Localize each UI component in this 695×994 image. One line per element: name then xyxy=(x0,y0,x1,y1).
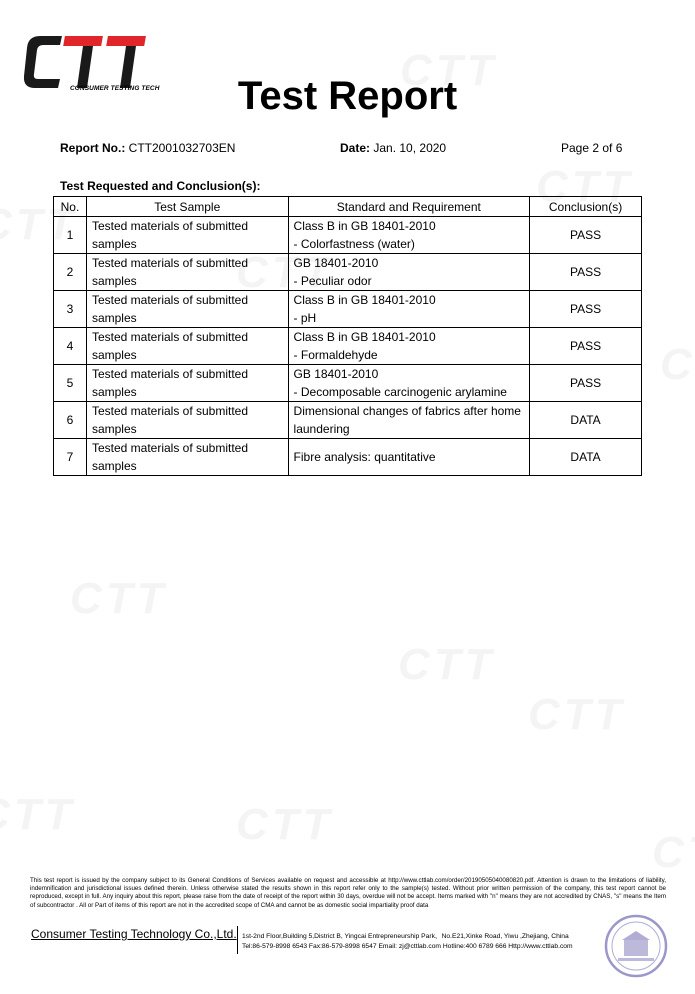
row-number: 2 xyxy=(54,254,87,291)
logo-subtitle: CONSUMER TESTING TECH xyxy=(70,85,160,92)
date-value: Jan. 10, 2020 xyxy=(373,141,447,155)
test-sample-cell xyxy=(86,254,288,291)
watermark xyxy=(70,574,168,624)
disclaimer-text: This test report is issued by the company subject to its General Conditions of Services available on request and accessible at http://www.cttlab.com/order/20190505040080820.pdf. Attention is drawn to the limitations of liability, indemnification and jurisdictional issues defined therein. Unless otherwise stated the results shown in this report refer only to the sample(s) tested. Without prior written permission of the company, this test report cannot be reproduced, except in full. Any inquiry about this report, please raise from the date of receipt of the report within 30 days, overdue will not be accept. Items marked with "n" means they are not accredited by CNAS, "s" means the Item of subcontractor . All or Part of items of this report are not in the accredited scope of CMA and cannot be as domestic social impartiality proof data xyxy=(30,877,666,909)
standard-cell xyxy=(288,291,530,328)
company-contact: Tel:86-579-8998 6543 Fax:86-579-8998 6547 Email: zj@cttlab.com Hotline:400 6789 666 Http://www.cttlab.com xyxy=(242,943,573,950)
watermark xyxy=(660,340,695,390)
report-title: Test Report xyxy=(237,74,458,118)
conclusion-cell: PASS xyxy=(530,254,642,291)
row-number: 1 xyxy=(54,217,87,254)
standard-line: GB 18401-2010 xyxy=(293,256,379,270)
standard-cell: Fibre analysis: quantitative xyxy=(288,439,530,476)
column-header-standard: Standard and Requirement xyxy=(288,197,530,217)
row-number: 3 xyxy=(54,291,87,328)
standard-line: Class B in GB 18401-2010 xyxy=(293,330,436,344)
row-number: 5 xyxy=(54,365,87,402)
watermark xyxy=(0,790,76,840)
watermark xyxy=(236,800,334,850)
test-sample-line: Tested materials of submitted xyxy=(91,219,249,233)
test-sample-line: Tested materials of submitted xyxy=(91,441,249,455)
conclusion-cell: PASS xyxy=(530,365,642,402)
test-sample-line: Tested materials of submitted xyxy=(91,256,249,270)
standard-line: Class B in GB 18401-2010 xyxy=(293,293,436,307)
table-row xyxy=(54,217,642,254)
test-sample-cell xyxy=(86,402,288,439)
column-header-test-sample: Test Sample xyxy=(86,197,288,217)
test-sample-line: Tested materials of submitted xyxy=(91,330,249,344)
test-sample-line: Tested materials of submitted xyxy=(91,367,249,381)
watermark xyxy=(528,690,626,740)
standard-cell xyxy=(288,328,530,365)
company-seal-icon xyxy=(604,914,668,978)
standard-line: - pH xyxy=(293,311,317,325)
standard-line: Class B in GB 18401-2010 xyxy=(293,219,436,233)
standard-line: - Decomposable carcinogenic arylamine xyxy=(293,385,507,399)
test-sample-line: Tested materials of submitted xyxy=(91,404,249,418)
row-number: 4 xyxy=(54,328,87,365)
test-sample-line: samples xyxy=(91,237,137,251)
page-number: Page 2 of 6 xyxy=(561,141,623,155)
report-number-label: Report No.: xyxy=(60,141,126,155)
results-table xyxy=(53,196,642,476)
watermark xyxy=(398,640,496,690)
standard-line: laundering xyxy=(293,422,350,436)
test-sample-line: samples xyxy=(91,459,137,473)
column-header-conclusion: Conclusion(s) xyxy=(530,197,642,217)
column-header-no: No. xyxy=(54,197,87,217)
conclusion-cell: PASS xyxy=(530,217,642,254)
standard-cell xyxy=(288,217,530,254)
test-sample-line: samples xyxy=(91,385,137,399)
standard-cell xyxy=(288,254,530,291)
standard-line: - Colorfastness (water) xyxy=(293,237,415,251)
date-label: Date: xyxy=(340,141,371,155)
company-name: Consumer Testing Technology Co.,Ltd. xyxy=(31,927,237,941)
section-title: Test Requested and Conclusion(s): xyxy=(60,179,261,193)
test-sample-cell xyxy=(86,328,288,365)
watermark xyxy=(652,828,695,878)
conclusion-cell: PASS xyxy=(530,291,642,328)
table-header-row xyxy=(54,197,642,217)
test-sample-cell xyxy=(86,291,288,328)
standard-line: - Peculiar odor xyxy=(293,274,372,288)
test-sample-line: samples xyxy=(91,311,137,325)
table-row xyxy=(54,291,642,328)
test-sample-cell xyxy=(86,217,288,254)
row-number: 7 xyxy=(54,439,87,476)
table-row xyxy=(54,439,642,476)
table-row xyxy=(54,328,642,365)
test-sample-line: samples xyxy=(91,348,137,362)
standard-line: GB 18401-2010 xyxy=(293,367,379,381)
standard-cell xyxy=(288,402,530,439)
test-sample-line: Tested materials of submitted xyxy=(91,293,249,307)
conclusion-cell: DATA xyxy=(530,402,642,439)
footer-divider xyxy=(237,926,238,954)
row-number: 6 xyxy=(54,402,87,439)
report-number xyxy=(60,141,235,155)
company-address: 1st-2nd Floor,Building 5,District B, Yingcai Entrepreneurship Park、No.E21,Xinke Road, Yiwu ,Zhejiang, China xyxy=(242,933,569,940)
conclusion-cell: DATA xyxy=(530,439,642,476)
report-date xyxy=(340,141,446,155)
table-row xyxy=(54,365,642,402)
report-number-value: CTT2001032703EN xyxy=(128,141,236,155)
table-row xyxy=(54,254,642,291)
test-sample-line: samples xyxy=(91,422,137,436)
test-sample-cell xyxy=(86,439,288,476)
table-row xyxy=(54,402,642,439)
test-sample-line: samples xyxy=(91,274,137,288)
standard-line: Dimensional changes of fabrics after home xyxy=(293,404,521,418)
test-sample-cell xyxy=(86,365,288,402)
standard-line: - Formaldehyde xyxy=(293,348,378,362)
standard-cell xyxy=(288,365,530,402)
conclusion-cell: PASS xyxy=(530,328,642,365)
